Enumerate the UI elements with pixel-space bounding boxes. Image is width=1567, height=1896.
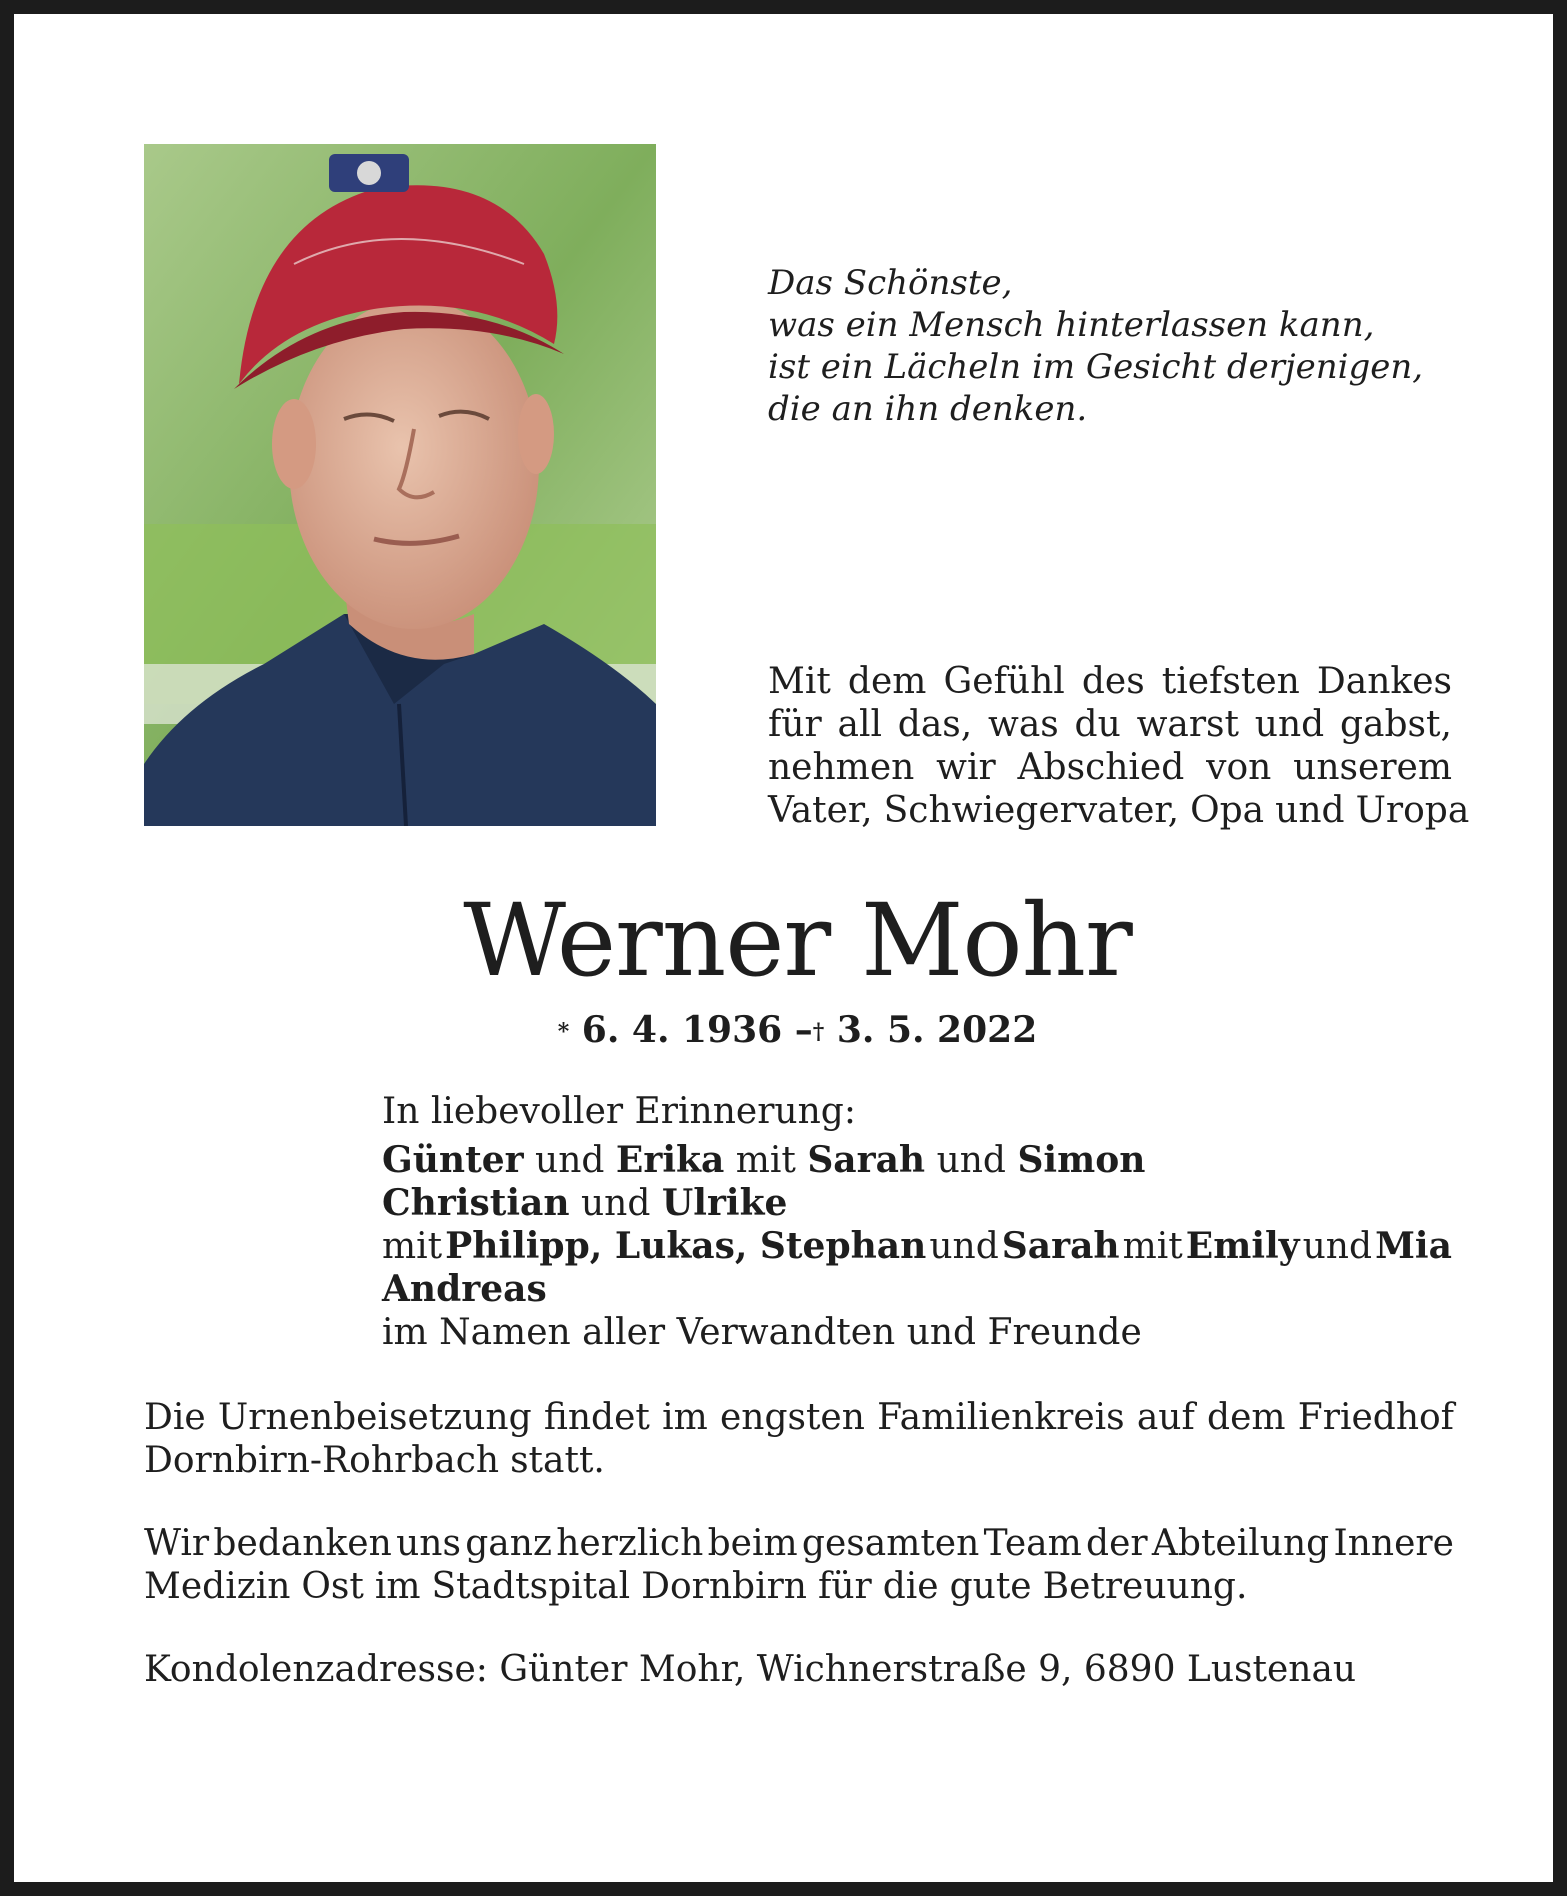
word: gesamten xyxy=(801,1523,980,1564)
word: Friedhof xyxy=(1297,1397,1454,1438)
family-name: Emily xyxy=(1185,1225,1300,1267)
death-symbol: † xyxy=(812,1019,825,1045)
word: beim xyxy=(707,1523,798,1564)
word: Gefühl xyxy=(943,661,1065,702)
word: und xyxy=(1254,704,1325,745)
word: des xyxy=(1081,661,1145,702)
family-connector: und xyxy=(1302,1226,1373,1267)
word: Team xyxy=(983,1523,1082,1564)
thanks-block xyxy=(768,660,1470,832)
life-dates xyxy=(14,1008,1567,1052)
word: Stadtspital xyxy=(431,1566,631,1607)
burial-line xyxy=(144,1396,1454,1439)
word: Abschied xyxy=(1017,747,1185,788)
word: Dankes xyxy=(1316,661,1452,702)
word: Abteilung xyxy=(1151,1523,1330,1564)
family-name: Erika xyxy=(615,1139,725,1181)
team-thanks-line xyxy=(144,1522,1454,1565)
word: im xyxy=(662,1397,708,1438)
family-name: Andreas xyxy=(382,1268,547,1310)
word: unserem xyxy=(1293,747,1452,788)
word: was xyxy=(988,704,1059,745)
word: findet xyxy=(543,1397,650,1438)
family-name: Sarah xyxy=(807,1139,926,1181)
thanks-line xyxy=(768,703,1452,746)
word: Medizin xyxy=(144,1566,291,1607)
word: statt. xyxy=(510,1440,605,1481)
word: und xyxy=(1275,790,1345,831)
word: tiefsten xyxy=(1161,661,1300,702)
family-line-5: im Namen aller Verwandten und Freunde xyxy=(382,1312,1142,1353)
memory-intro: In liebevoller Erinnerung: xyxy=(382,1091,856,1132)
birth-symbol: * xyxy=(557,1019,570,1045)
thanks-line xyxy=(768,660,1452,703)
quote-line: was ein Mensch hinterlassen kann, xyxy=(768,305,1375,345)
family-connector: und xyxy=(936,1140,1006,1181)
word: du xyxy=(1074,704,1121,745)
family-connector: und xyxy=(929,1226,999,1267)
word: dem xyxy=(847,661,927,702)
family-name: Sarah xyxy=(1001,1225,1120,1267)
word: all xyxy=(837,704,882,745)
birth-date: 6. 4. 1936 xyxy=(581,1009,783,1051)
word: nehmen xyxy=(768,747,915,788)
word: Schwiegervater, xyxy=(883,790,1180,831)
word: Uropa xyxy=(1355,790,1470,831)
word: der xyxy=(1086,1523,1148,1564)
family-line-2 xyxy=(382,1182,1462,1225)
thanks-line xyxy=(768,789,1470,832)
portrait-photo xyxy=(144,144,656,826)
thanks-line xyxy=(768,746,1452,789)
burial-paragraph xyxy=(144,1396,1454,1482)
family-connector: und xyxy=(535,1140,605,1181)
burial-line xyxy=(144,1439,1454,1482)
word: uns xyxy=(396,1523,461,1564)
word: für xyxy=(768,704,822,745)
word: bedanken xyxy=(213,1523,392,1564)
team-thanks-line xyxy=(144,1565,1454,1608)
family-connector: und xyxy=(581,1183,651,1224)
family-name: Mia xyxy=(1375,1225,1452,1267)
word: warst xyxy=(1136,704,1239,745)
deceased-name: Werner Mohr xyxy=(463,882,1132,999)
word: Mit xyxy=(768,661,831,702)
word: Betreuung. xyxy=(1042,1566,1248,1607)
family-connector: mit xyxy=(735,1140,796,1181)
word: von xyxy=(1206,747,1272,788)
family-line-1 xyxy=(382,1139,1462,1182)
word: Urnenbeisetzung xyxy=(217,1397,532,1438)
family-name: Ulrike xyxy=(661,1182,788,1224)
family-name: Günter xyxy=(382,1139,524,1181)
word: Ost xyxy=(301,1566,364,1607)
word: Dornbirn-Rohrbach xyxy=(144,1440,500,1481)
word: für xyxy=(818,1566,872,1607)
death-date: 3. 5. 2022 xyxy=(836,1009,1038,1051)
word: Dornbirn xyxy=(641,1566,807,1607)
condolence-address: Kondolenzadresse: Günter Mohr, Wichnerstraße 9, 6890 Lustenau xyxy=(144,1649,1357,1690)
word: wir xyxy=(936,747,996,788)
word: ganz xyxy=(465,1523,552,1564)
word: engsten xyxy=(719,1397,865,1438)
family-name: Simon xyxy=(1017,1139,1146,1181)
quote-line: ist ein Lächeln im Gesicht derjenigen, xyxy=(768,347,1424,387)
word: auf xyxy=(1136,1397,1195,1438)
date-dash: – xyxy=(794,1009,813,1051)
quote-block xyxy=(768,262,1488,430)
word: dem xyxy=(1207,1397,1286,1438)
word: Innere xyxy=(1333,1523,1454,1564)
condolence-paragraph xyxy=(144,1648,1454,1691)
family-connector: mit xyxy=(1122,1226,1183,1267)
word: Vater, xyxy=(768,790,873,831)
quote-line: Das Schönste, xyxy=(768,263,1013,303)
family-connector: mit xyxy=(382,1226,443,1267)
family-block xyxy=(382,1090,1462,1354)
word: die xyxy=(882,1566,939,1607)
word: gute xyxy=(949,1566,1032,1607)
word: Opa xyxy=(1190,790,1265,831)
quote-line: die an ihn denken. xyxy=(768,389,1088,429)
portrait-illustration xyxy=(144,144,656,826)
word: Wir xyxy=(144,1523,210,1564)
word: Die xyxy=(144,1397,206,1438)
word: herzlich xyxy=(556,1523,704,1564)
team-thanks-paragraph xyxy=(144,1522,1454,1608)
family-name: Christian xyxy=(382,1182,570,1224)
family-name: Philipp, Lukas, Stephan xyxy=(445,1225,927,1267)
word: das, xyxy=(897,704,973,745)
family-line-3 xyxy=(382,1225,1452,1268)
word: im xyxy=(374,1566,421,1607)
family-line-4 xyxy=(382,1268,1462,1311)
word: Familienkreis xyxy=(877,1397,1125,1438)
word: gabst, xyxy=(1339,704,1452,745)
